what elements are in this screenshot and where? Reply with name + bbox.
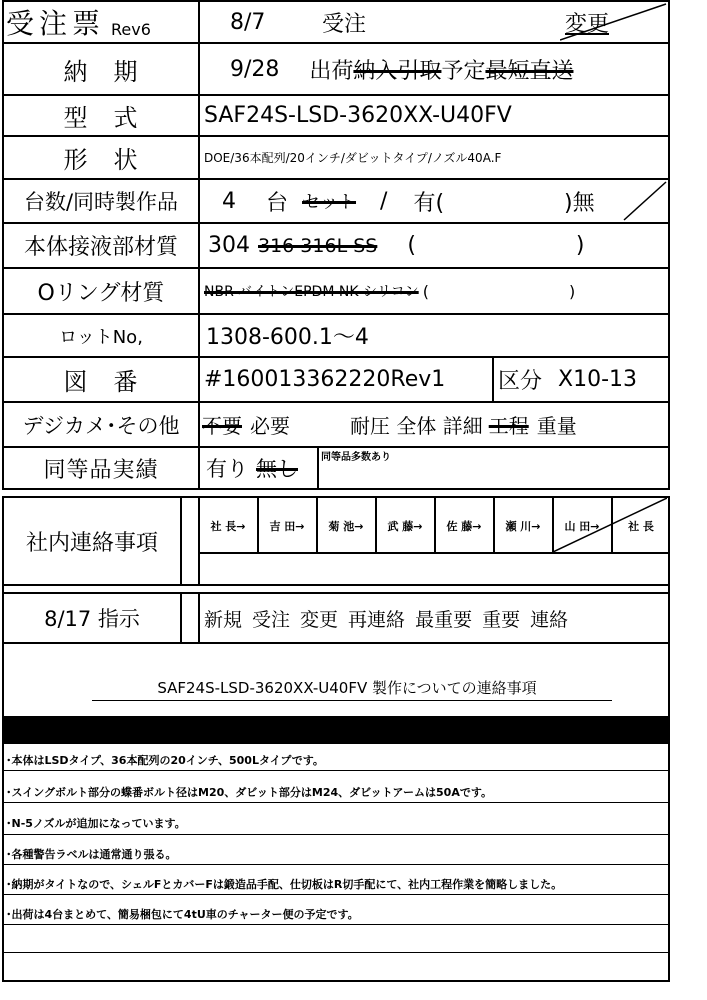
chain-step-president: 社 長→ <box>210 520 246 533</box>
delivery-row <box>230 44 573 94</box>
section-value: X10-13 <box>558 367 638 392</box>
record-label: 同等品実績 <box>43 457 159 483</box>
camera-label: デジカメ･その他 <box>22 413 180 438</box>
record-row <box>206 448 298 488</box>
drawing-value: #160013362220Rev1 <box>204 367 446 392</box>
quantity-yes: 有( <box>413 190 445 216</box>
quantity-count: 4 <box>222 188 236 214</box>
note-line: ･出荷は4台まとめて、簡易梱包にて4tU車のチャーター便の予定です。 <box>6 908 359 921</box>
body-material-open: ( <box>407 233 416 258</box>
quantity-slash: / <box>380 188 388 214</box>
shape-label: 形 状 <box>63 146 139 174</box>
model-value: SAF24S-LSD-3620XX-U40FV <box>204 103 512 128</box>
delivery-option-strike: 納入引取 <box>353 58 442 84</box>
note-line: ･納期がタイトなので、シェルFとカバーFは鍛造品手配、仕切板はR切手配にて、社内工程作業を簡略しました。 <box>6 878 563 891</box>
quantity-row <box>222 180 595 222</box>
camera-strike-2: 工程 <box>488 414 529 438</box>
oring-close: ) <box>568 281 576 301</box>
internal-label: 社内連絡事項 <box>25 530 158 556</box>
oring-label: Oリング材質 <box>37 280 165 306</box>
lot-label: ロットNo, <box>59 326 143 348</box>
body-material-row <box>208 224 585 267</box>
revision-label: Rev6 <box>111 19 151 39</box>
chain-step-president-final: 社 長 <box>628 520 654 533</box>
order-date: 8/7 <box>230 9 266 35</box>
delivery-date: 9/28 <box>230 56 280 82</box>
camera-active-2: 重量 <box>536 414 577 438</box>
chain-step-kikuchi: 菊 池→ <box>328 520 364 533</box>
form-title-text: 受注票 <box>6 7 106 40</box>
subject-title: SAF24S-LSD-3620XX-U40FV 製作についての連絡事項 <box>157 678 537 697</box>
instruction-option-important: 重要 <box>482 608 521 631</box>
delivery-label: 納 期 <box>63 57 139 86</box>
oring-row <box>204 269 575 313</box>
section-label: 区分 <box>498 369 543 394</box>
instruction-option-recontact: 再連絡 <box>348 608 406 631</box>
instruction-option-contact: 連絡 <box>530 608 569 631</box>
instruction-option-top-priority: 最重要 <box>415 608 473 631</box>
section-row <box>498 358 637 401</box>
instruction-option-new: 新規 <box>204 608 243 631</box>
quantity-unit: 台 <box>266 190 289 216</box>
black-band <box>2 716 670 744</box>
model-label: 型 式 <box>63 104 139 132</box>
chain-step-yamada: 山 田→ <box>564 520 600 533</box>
delivery-option-planned: 予定 <box>441 58 486 84</box>
camera-strike-1: 不要 <box>202 414 242 438</box>
chain-step-muto: 武 藤→ <box>387 520 423 533</box>
body-material-active: 304 <box>208 233 250 258</box>
record-note: 同等品多数あり <box>321 452 391 463</box>
change-label: 変更 <box>565 11 610 37</box>
oring-strike: NBR バイトンEPDM NK シリコン <box>204 284 419 300</box>
body-material-label: 本体接液部材質 <box>23 235 178 260</box>
record-no-strike: 無し <box>256 457 298 481</box>
instruction-label: 8/17 指示 <box>44 607 140 631</box>
quantity-set-strike: セット <box>302 192 357 213</box>
instruction-option-change: 変更 <box>300 608 339 631</box>
record-yes: 有り <box>206 457 248 481</box>
instruction-option-order: 受注 <box>252 608 291 631</box>
drawing-label: 図 番 <box>63 368 139 396</box>
oring-open: ( <box>422 281 429 301</box>
quantity-none: )無 <box>564 190 595 216</box>
quantity-label: 台数/同時製作品 <box>23 190 179 214</box>
instruction-options <box>204 594 568 642</box>
delivery-option-ship: 出荷 <box>309 58 354 84</box>
note-line: ･各種警告ラベルは通常通り張る。 <box>6 848 177 861</box>
lot-value: 1308-600.1～4 <box>206 325 369 350</box>
camera-active-1: 必要 <box>250 414 290 438</box>
none-strike-icon <box>622 180 668 222</box>
form-title <box>6 2 151 42</box>
note-line: ･スイングボルト部分の蝶番ボルト径はM20、ダビット部分はM24、ダビットアームは50Aです。 <box>6 786 492 799</box>
camera-row <box>202 403 577 446</box>
order-status: 受注 <box>322 11 367 37</box>
note-line: ･本体はLSDタイプ、36本配列の20インチ、500Lタイプです。 <box>6 754 324 767</box>
note-line: ･N-5ノズルが追加になっています。 <box>6 817 186 830</box>
body-material-strike: 316 316L SS <box>258 234 378 257</box>
shape-value: DOE/36本配列/20インチ/ダビットタイプ/ノズル40A.F <box>204 151 502 165</box>
chain-step-sato: 佐 藤→ <box>446 520 482 533</box>
chain-step-yoshida: 吉 田→ <box>269 520 305 533</box>
body-material-close: ) <box>575 233 585 258</box>
chain-step-segawa: 瀬 川→ <box>505 520 541 533</box>
delivery-option-strike-2: 最短直送 <box>485 58 574 84</box>
camera-options: 耐圧 全体 詳細 <box>350 414 483 438</box>
